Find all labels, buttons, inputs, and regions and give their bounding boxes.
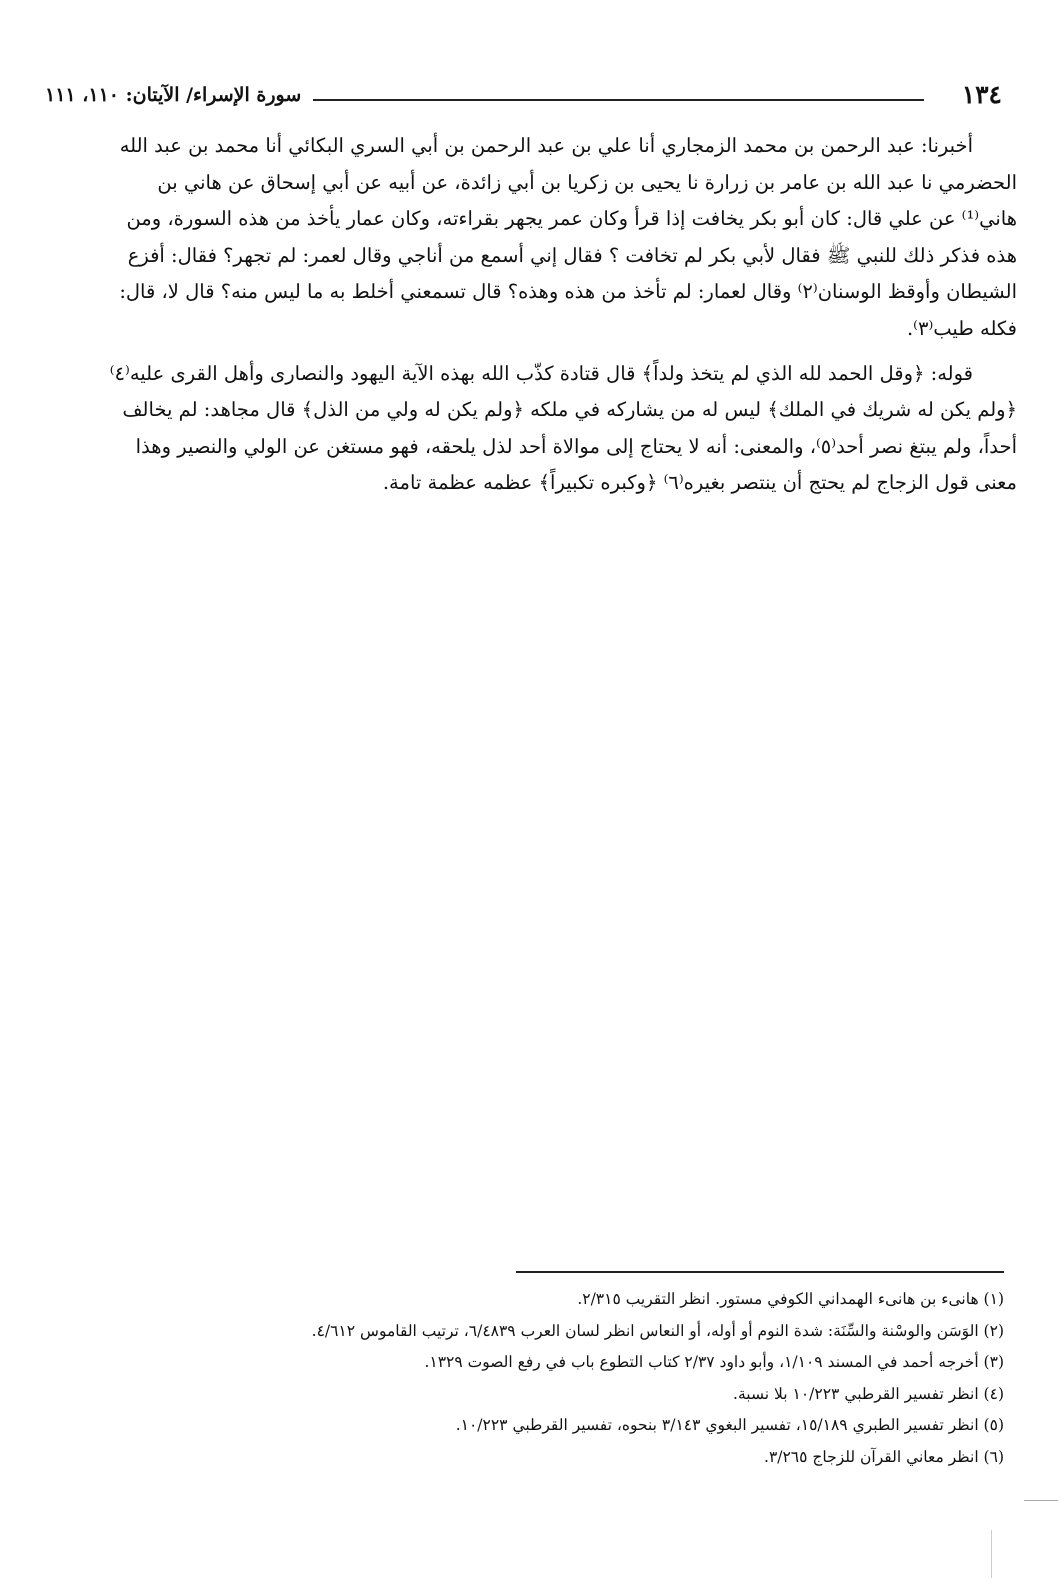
text-line: الشيطان وأوقظ الوسنان⁽٢⁾ وقال لعمار: لم تأخذ من هذه وهذه؟ قال تسمعني أخلط به ما ليس منه؟ قال لا، قال:: [119, 280, 1017, 304]
header-title: سورة الإسراء/ الآيتان: ١١٠، ١١١: [45, 84, 302, 106]
footnote-3: (٣) أخرجه أحمد في المسند ١/١٠٩، وأبو داود ٢/٣٧ كتاب التطوع باب في رفع الصوت ١٣٢٩.: [424, 1353, 1004, 1371]
text-line: أحداً، ولم يبتغ نصر أحد⁽٥⁾، والمعنى: أنه لا يحتاج إلى موالاة أحد لذل يلحقه، فهو مستغن عن الولي والنصير وهذا: [135, 434, 1017, 458]
running-header: [45, 78, 1002, 112]
footnote-5: (٥) انظر تفسير الطبري ١٥/١٨٩، تفسير البغوي ٣/١٤٣ بنحوه، تفسير القرطبي ١٠/٢٢٣.: [455, 1416, 1004, 1434]
text-line: أخبرنا: عبد الرحمن بن محمد الزمجاري أنا علي بن عبد الرحمن بن أبي السري البكائي أنا محمد بن عبد الله: [119, 134, 973, 157]
scan-margin-mark: [1024, 1500, 1058, 1501]
footnotes: [45, 1284, 1004, 1473]
footnote-1: (١) هانىء بن هانىء الهمداني الكوفي مستور. انظر التقريب ٢/٣١٥.: [577, 1290, 1004, 1308]
text-line: ﴿ولم يكن له شريك في الملك﴾ ليس له من يشاركه في ملكه ﴿ولم يكن له ولي من الذل﴾ قال مجاهد: لم يخالف: [122, 398, 1017, 422]
footnote-6: (٦) انظر معاني القرآن للزجاج ٣/٢٦٥.: [764, 1447, 1004, 1466]
scan-edge-line: [991, 1530, 992, 1578]
page-number: ١٣٤: [961, 80, 1002, 109]
text-line: معنى قول الزجاج لم يحتج أن ينتصر بغيره⁽٦⁾ ﴿وكبره تكبيراً﴾ عظمه عظمة تامة.: [382, 471, 1017, 495]
paragraph-hadith: [45, 128, 1017, 348]
text-line: هذه فذكر ذلك للنبي ﷺ فقال لأبي بكر لم تخافت ؟ فقال إني أسمع من أناجي وقال لعمر: لم تجهر؟ فقال: أفزع: [127, 243, 1017, 267]
text-line: هاني⁽¹⁾ عن علي قال: كان أبو بكر يخافت إذا قرأ وكان عمر يجهر بقراءته، وكان عمار يأخذ من هذه السورة، ومن: [126, 207, 1017, 231]
header-rule: [313, 99, 924, 101]
paragraph-tafsir: [45, 356, 1017, 502]
text-line: قوله: ﴿وقل الحمد لله الذي لم يتخذ ولداً﴾ قال قتادة كذّب الله بهذه الآية اليهود والنصارى وأهل القرى عليه⁽٤⁾: [109, 361, 973, 385]
footnote-4: (٤) انظر تفسير القرطبي ١٠/٢٢٣ بلا نسبة.: [733, 1384, 1004, 1403]
text-line: الحضرمي نا عبد الله بن عامر بن زرارة نا يحيى بن زكريا بن أبي زائدة، عن أبيه عن أبي إسحاق عن هاني بن: [157, 170, 1017, 194]
main-text: [45, 128, 1017, 510]
text-line: فكله طيب⁽٣⁾.: [906, 316, 1017, 340]
footnote-2: (٢) الوَسَن والوسْنة والسِّنَة: شدة النوم أو أوله، أو النعاس انظر لسان العرب ٦/٤٨٣٩، ترتيب القاموس ٤/٦١٢.: [311, 1321, 1004, 1340]
footnote-separator: [516, 1271, 1004, 1273]
